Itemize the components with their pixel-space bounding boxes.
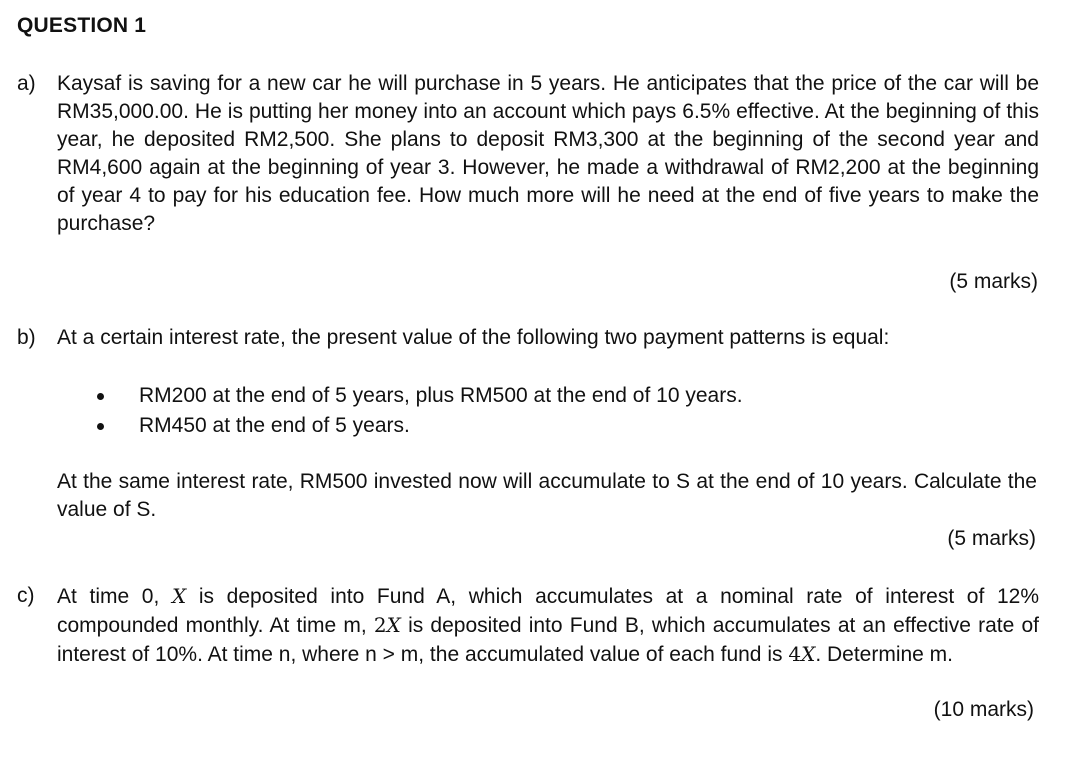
list-item	[95, 411, 743, 441]
math-var-x: X	[386, 613, 401, 637]
part-a-text: Kaysaf is saving for a new car he will purchase in 5 years. He anticipates that the price of the car will be RM35,000.00. He is putting her money into an account which pays 6.5% effective. At the beginning of this year, he deposited RM2,500. She plans to deposit RM3,300 at the beginning of the second year and RM4,600 again at the beginning of year 3. However, he made a withdrawal of RM2,200 at the beginning of year 4 to pay for his education fee. How much more will he need at the end of five years to make the purchase?	[57, 72, 1039, 235]
question-title: QUESTION 1	[17, 14, 147, 37]
list-item	[95, 381, 743, 411]
part-a-marks: (5 marks)	[949, 270, 1038, 293]
part-a-letter: a)	[17, 72, 36, 95]
part-c-letter: c)	[17, 584, 35, 607]
math-coef-2: 2	[373, 613, 387, 637]
part-c	[17, 582, 1039, 669]
math-coef-4: 4	[788, 642, 802, 666]
part-c-seg2: is deposited into Fund A, which accumulates at a nominal rate of interest of 12% compounded monthly. At time m,	[57, 585, 1039, 637]
part-b-followup: At the same interest rate, RM500 invested now will accumulate to S at the end of 10 years. Calculate the value of S.	[57, 470, 1037, 521]
part-b-marks: (5 marks)	[947, 527, 1036, 550]
bullet-text: RM200 at the end of 5 years, plus RM500 at the end of 10 years.	[139, 384, 743, 407]
part-c-seg1: At time 0,	[57, 585, 172, 608]
math-var-x: X	[801, 642, 816, 666]
part-c-seg3: is deposited into Fund B, which accumulates at an effective rate of interest of 10%. At time n, where n > m, the accumulated value of each fund is	[57, 614, 1039, 666]
part-c-seg4: . Determine m.	[815, 643, 954, 666]
part-c-text	[57, 582, 1039, 669]
part-b	[17, 324, 1039, 352]
part-c-marks: (10 marks)	[933, 698, 1034, 721]
bullet-icon	[97, 423, 104, 430]
part-b-letter: b)	[17, 326, 36, 349]
part-b-intro: At a certain interest rate, the present value of the following two payment patterns is equal:	[57, 326, 890, 349]
bullet-text: RM450 at the end of 5 years.	[139, 414, 410, 437]
part-a	[17, 70, 1039, 238]
bullet-icon	[97, 393, 104, 400]
payment-pattern-list	[95, 381, 743, 441]
math-var-x: X	[171, 584, 187, 608]
